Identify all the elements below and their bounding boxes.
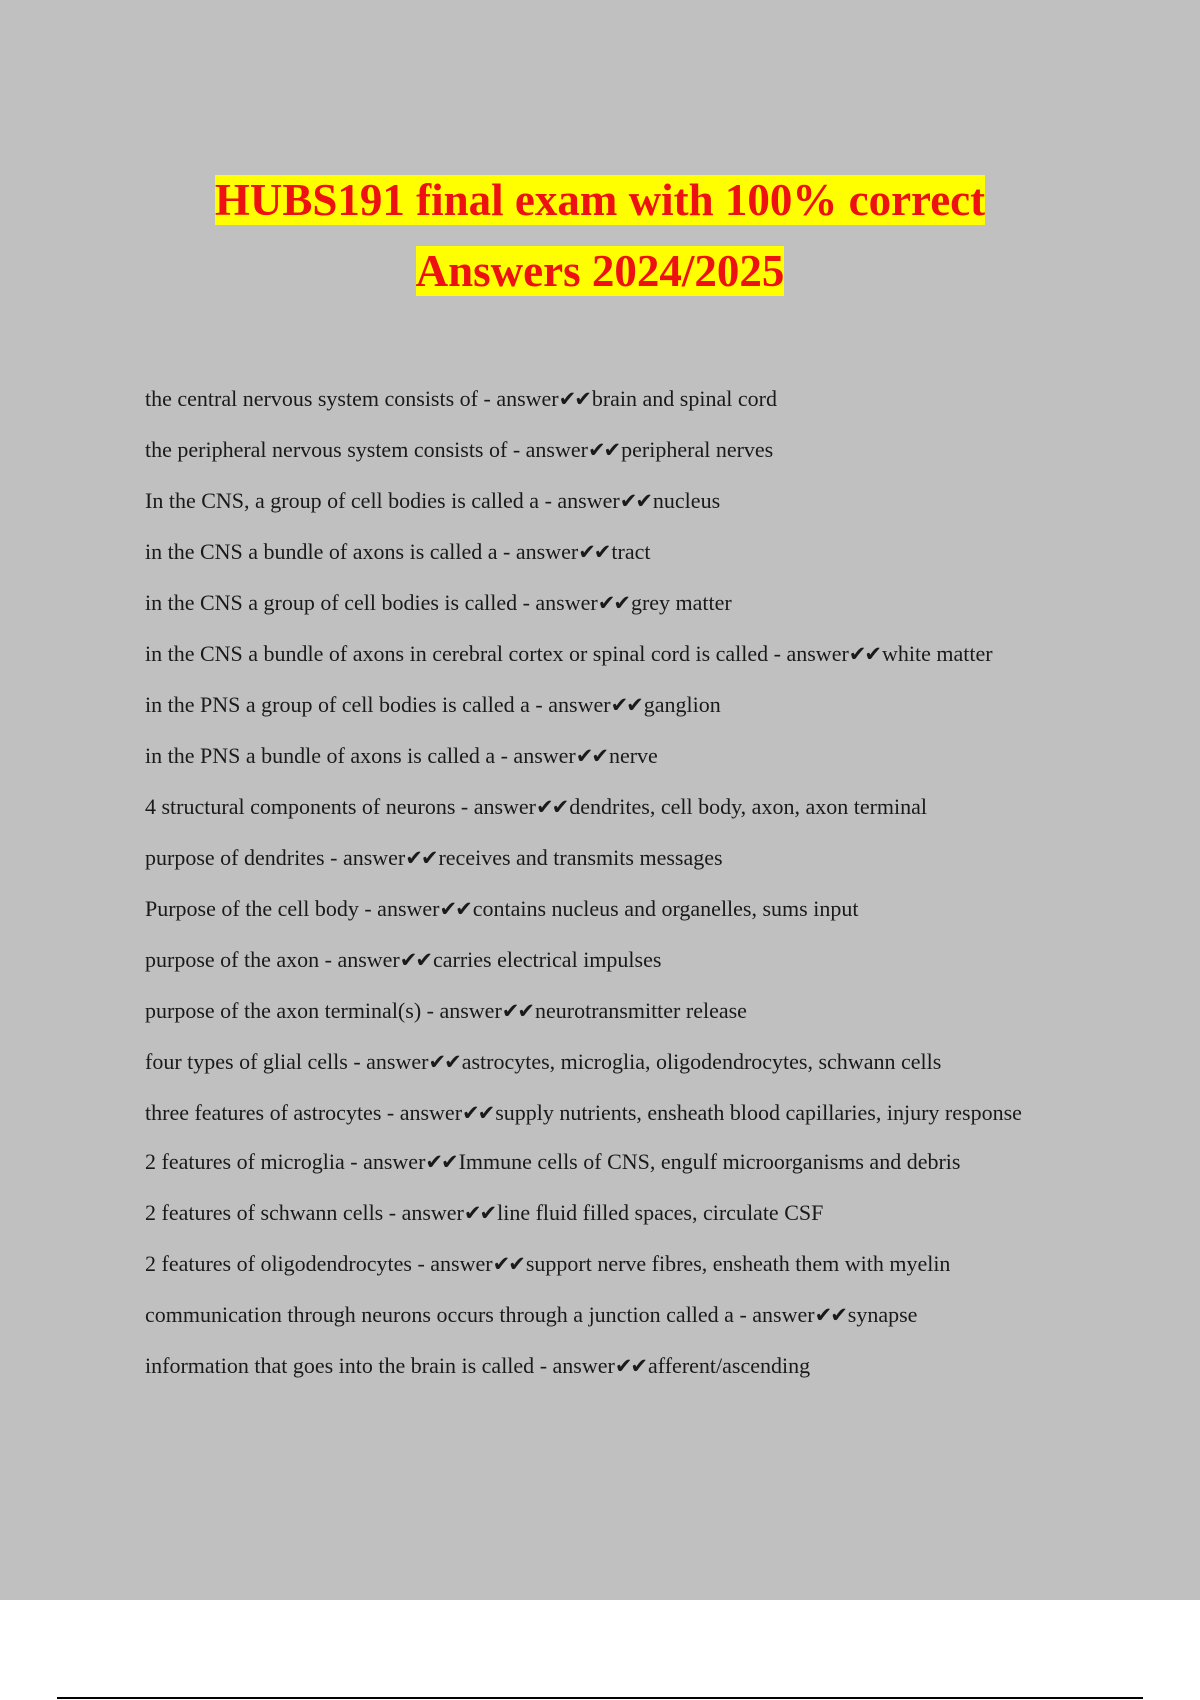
qa-item (145, 1047, 1095, 1077)
qa-item (145, 741, 1095, 771)
double-check-icon: ✔✔ (597, 591, 629, 615)
answer-text: afferent/ascending (648, 1353, 811, 1378)
qa-item (145, 435, 1095, 465)
answer-text: astrocytes, microglia, oligodendrocytes, schwann cells (461, 1049, 942, 1074)
double-check-icon: ✔✔ (619, 489, 651, 513)
answer-text: supply nutrients, ensheath blood capillaries, injury response (495, 1100, 1022, 1125)
double-check-icon: ✔✔ (558, 387, 590, 411)
answer-separator: - answer (478, 386, 559, 411)
answer-separator: - answer (517, 590, 598, 615)
answer-separator: - answer (497, 539, 579, 564)
answer-text: ganglion (643, 692, 721, 717)
answer-separator: - answer (529, 692, 611, 717)
answer-separator: - answer (381, 1100, 463, 1125)
answer-separator: - answer (358, 896, 440, 921)
answer-text: synapse (847, 1302, 918, 1327)
answer-separator: - answer (344, 1149, 426, 1174)
double-check-icon: ✔✔ (501, 999, 533, 1023)
answer-text: brain and spinal cord (591, 386, 777, 411)
answer-text: dendrites, cell body, axon, axon terminal (569, 794, 928, 819)
answer-text: nucleus (652, 488, 721, 513)
double-check-icon: ✔✔ (610, 693, 642, 717)
double-check-icon: ✔✔ (814, 1303, 846, 1327)
double-check-icon: ✔✔ (587, 438, 620, 462)
double-check-icon: ✔✔ (575, 744, 607, 768)
answer-separator: - answer (539, 488, 620, 513)
question-text: three features of astrocytes (145, 1100, 382, 1125)
qa-item (145, 1249, 1095, 1279)
answer-separator: - answer (455, 794, 537, 819)
question-text: in the CNS a bundle of axons is called a (145, 539, 498, 564)
double-check-icon: ✔✔ (492, 1252, 524, 1276)
answer-separator: - answer (768, 641, 849, 666)
title-line-1: HUBS191 final exam with 100% correct (214, 175, 986, 225)
double-check-icon: ✔✔ (536, 795, 568, 819)
footer-divider (57, 1697, 1143, 1699)
double-check-icon: ✔✔ (428, 1050, 460, 1074)
question-text: In the CNS, a group of cell bodies is called a (145, 488, 540, 513)
question-text: in the CNS a bundle of axons in cerebral cortex or spinal cord is called (145, 641, 769, 666)
question-text: the peripheral nervous system consists of (145, 437, 508, 462)
double-check-icon: ✔✔ (462, 1101, 494, 1125)
question-text: 2 features of schwann cells (145, 1200, 384, 1225)
question-text: purpose of the axon (145, 947, 320, 972)
question-text: in the PNS a group of cell bodies is called a (145, 692, 530, 717)
question-text: 2 features of microglia (145, 1149, 345, 1174)
question-text: in the CNS a group of cell bodies is called (145, 590, 518, 615)
question-text: 2 features of oligodendrocytes (145, 1251, 412, 1276)
answer-separator: - answer (383, 1200, 464, 1225)
answer-separator: - answer (347, 1049, 429, 1074)
double-check-icon: ✔✔ (439, 897, 471, 921)
qa-item (145, 588, 1095, 618)
double-check-icon: ✔✔ (848, 642, 880, 666)
qa-item (145, 792, 1095, 822)
question-text: in the PNS a bundle of axons is called a (145, 743, 496, 768)
double-check-icon: ✔✔ (399, 948, 431, 972)
answer-text: grey matter (630, 590, 732, 615)
answer-text: carries electrical impulses (432, 947, 662, 972)
qa-item (145, 1351, 1095, 1381)
qa-list (145, 384, 1095, 1402)
qa-item (145, 639, 1095, 669)
answer-separator: - answer (534, 1353, 615, 1378)
qa-item (145, 1198, 1095, 1228)
qa-item (145, 1147, 1095, 1177)
question-text: the central nervous system consists of (145, 386, 478, 411)
answer-separator: - answer (733, 1302, 815, 1327)
answer-text: neurotransmitter release (534, 998, 747, 1023)
qa-item (145, 537, 1095, 567)
question-text: purpose of the axon terminal(s) (145, 998, 422, 1023)
question-text: communication through neurons occurs through a junction called a (145, 1302, 734, 1327)
qa-item (145, 486, 1095, 516)
qa-item (145, 996, 1095, 1026)
answer-separator: - answer (507, 437, 588, 462)
qa-item (145, 945, 1095, 975)
question-text: purpose of dendrites (145, 845, 325, 870)
double-check-icon: ✔✔ (614, 1354, 647, 1378)
answer-text: Immune cells of CNS, engulf microorganisms and debris (458, 1149, 961, 1174)
answer-text: line fluid filled spaces, circulate CSF (497, 1200, 824, 1225)
double-check-icon: ✔✔ (405, 846, 437, 870)
qa-item (145, 690, 1095, 720)
question-text: information that goes into the brain is called (145, 1353, 535, 1378)
answer-text: receives and transmits messages (438, 845, 723, 870)
answer-separator: - answer (411, 1251, 493, 1276)
answer-separator: - answer (324, 845, 406, 870)
double-check-icon: ✔✔ (425, 1150, 457, 1174)
answer-text: white matter (882, 641, 993, 666)
question-text: four types of glial cells (145, 1049, 348, 1074)
double-check-icon: ✔✔ (578, 540, 610, 564)
answer-text: support nerve fibres, ensheath them with myelin (525, 1251, 951, 1276)
answer-text: nerve (608, 743, 658, 768)
answer-separator: - answer (421, 998, 502, 1023)
answer-text: tract (611, 539, 651, 564)
qa-item (145, 1300, 1095, 1330)
double-check-icon: ✔✔ (463, 1201, 496, 1225)
qa-item (145, 843, 1095, 873)
qa-item (145, 894, 1095, 924)
title-line-2: Answers 2024/2025 (415, 246, 785, 296)
document-title (0, 170, 1200, 312)
answer-separator: - answer (495, 743, 576, 768)
qa-item (145, 1098, 1095, 1128)
answer-text: peripheral nerves (621, 437, 774, 462)
answer-text: contains nucleus and organelles, sums input (472, 896, 859, 921)
qa-item (145, 384, 1095, 414)
answer-separator: - answer (319, 947, 400, 972)
question-text: 4 structural components of neurons (145, 794, 456, 819)
question-text: Purpose of the cell body (145, 896, 359, 921)
